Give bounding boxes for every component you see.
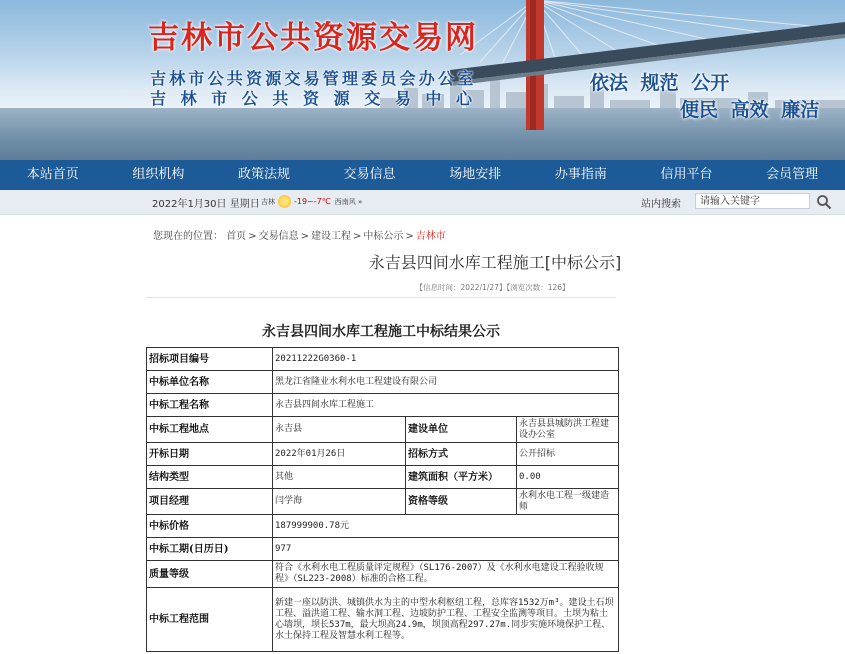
breadcrumb-separator: > <box>300 231 309 242</box>
table-value: 永吉县四间水库工程施工 <box>273 394 619 417</box>
table-label: 中标工程名称 <box>147 394 273 417</box>
table-value: 公开招标 <box>517 443 619 466</box>
chevron-right-icon: » <box>355 197 363 206</box>
table-row <box>147 588 619 652</box>
divider <box>146 297 616 298</box>
article-meta: 【信息时间：2022/1/27】【浏览次数：126】 <box>415 283 570 292</box>
table-value: 水利水电工程一级建造师 <box>517 489 619 515</box>
header-banner <box>0 0 845 160</box>
nav-venue-schedule[interactable]: 场地安排 <box>449 167 502 182</box>
table-value: 977 <box>273 538 619 561</box>
breadcrumb-separator: > <box>248 231 257 242</box>
table-value: 2022年01月26日 <box>273 443 406 466</box>
site-title: 吉林市公共资源交易网 <box>148 20 478 56</box>
main-nav <box>0 160 845 190</box>
notice-title: 永吉县四间水库工程施工中标结果公示 <box>262 324 500 340</box>
breadcrumb-current[interactable]: 吉林市 <box>415 231 446 242</box>
table-row <box>147 561 619 588</box>
table-label: 建设单位 <box>406 417 517 443</box>
nav-trading-info[interactable]: 交易信息 <box>343 167 396 182</box>
table-row <box>147 538 619 561</box>
nav-organization[interactable]: 组织机构 <box>132 167 185 182</box>
table-label: 中标价格 <box>147 515 273 538</box>
breadcrumb-separator: > <box>405 231 414 242</box>
breadcrumb-prefix: 您现在的位置： <box>153 231 223 242</box>
table-row <box>147 515 619 538</box>
table-value: 永吉县 <box>273 417 406 443</box>
table-row <box>147 489 619 515</box>
table-value: 新建一座以防洪、城镇供水为主的中型水利枢纽工程，总库容1532万m³。建设土石坝工程、溢洪道工程、输水洞工程、边坡防护工程、工程安全监测等项目。土坝为粘土心墙坝，坝长537m，最大坝高24.9m，坝顶高程297.27m.同步实施环境保护工程、水土保持工程及智慧水利工程等。 <box>273 588 619 652</box>
search-input[interactable]: 请输入关键字 <box>695 193 810 209</box>
table-row <box>147 443 619 466</box>
table-label: 开标日期 <box>147 443 273 466</box>
breadcrumb-item-award-notice[interactable]: 中标公示 <box>363 231 404 242</box>
sun-icon <box>278 195 291 208</box>
table-value: 0.00 <box>517 466 619 489</box>
table-label: 质量等级 <box>147 561 273 588</box>
article-title: 永吉县四间水库工程施工[中标公示] <box>368 253 622 272</box>
breadcrumb-item-construction[interactable]: 建设工程 <box>310 231 351 242</box>
weather-temp: -19~-7℃ <box>294 197 331 206</box>
breadcrumb-item-home[interactable]: 首页 <box>226 231 247 242</box>
table-label: 招标方式 <box>406 443 517 466</box>
table-row <box>147 466 619 489</box>
search-label: 站内搜索 <box>641 199 681 210</box>
slogan-line-2: 便民 高效 廉洁 <box>680 99 820 121</box>
table-value: 闫学海 <box>273 489 406 515</box>
table-value: 黑龙江省隆业水利水电工程建设有限公司 <box>273 371 619 394</box>
table-label: 资格等级 <box>406 489 517 515</box>
breadcrumb-item-trading-info[interactable]: 交易信息 <box>258 231 299 242</box>
info-bar <box>0 190 845 215</box>
table-row <box>147 371 619 394</box>
current-date: 2022年1月30日 星期日 <box>152 199 260 210</box>
table-label: 招标项目编号 <box>147 348 273 371</box>
search-icon[interactable] <box>816 194 832 210</box>
table-row <box>147 348 619 371</box>
breadcrumb-separator: > <box>352 231 362 242</box>
table-label: 中标工期(日历日) <box>147 538 273 561</box>
nav-home[interactable]: 本站首页 <box>26 167 79 182</box>
table-label: 中标工程范围 <box>147 588 273 652</box>
org-name-center: 吉林市公共资源交易中心 <box>150 89 487 108</box>
table-value: 20211222G0360-1 <box>273 348 619 371</box>
table-label: 结构类型 <box>147 466 273 489</box>
breadcrumb <box>153 227 446 242</box>
table-value: 187999900.78元 <box>273 515 619 538</box>
nav-policy[interactable]: 政策法规 <box>238 167 291 182</box>
org-name-committee: 吉林市公共资源交易管理委员会办公室 <box>150 69 477 88</box>
table-label: 中标单位名称 <box>147 371 273 394</box>
slogan-line-1: 依法 规范 公开 <box>590 72 730 94</box>
table-row <box>147 417 619 443</box>
weather-city: 吉林 <box>261 197 275 206</box>
nav-guide[interactable]: 办事指南 <box>554 167 607 182</box>
nav-member[interactable]: 会员管理 <box>766 167 819 182</box>
table-row <box>147 394 619 417</box>
weather-widget <box>261 195 362 208</box>
table-label: 中标工程地点 <box>147 417 273 443</box>
table-value: 符合《水利水电工程质量评定规程》（SL176-2007）及《水利水电建设工程验收规程》（SL223-2008）标准的合格工程。 <box>273 561 619 588</box>
weather-wind: 西南风 <box>334 197 356 206</box>
award-table <box>146 347 619 652</box>
table-label: 建筑面积（平方米） <box>406 466 517 489</box>
table-value: 永吉县县城防洪工程建设办公室 <box>517 417 619 443</box>
table-label: 项目经理 <box>147 489 273 515</box>
table-value: 其他 <box>273 466 406 489</box>
nav-credit-platform[interactable]: 信用平台 <box>660 167 713 182</box>
